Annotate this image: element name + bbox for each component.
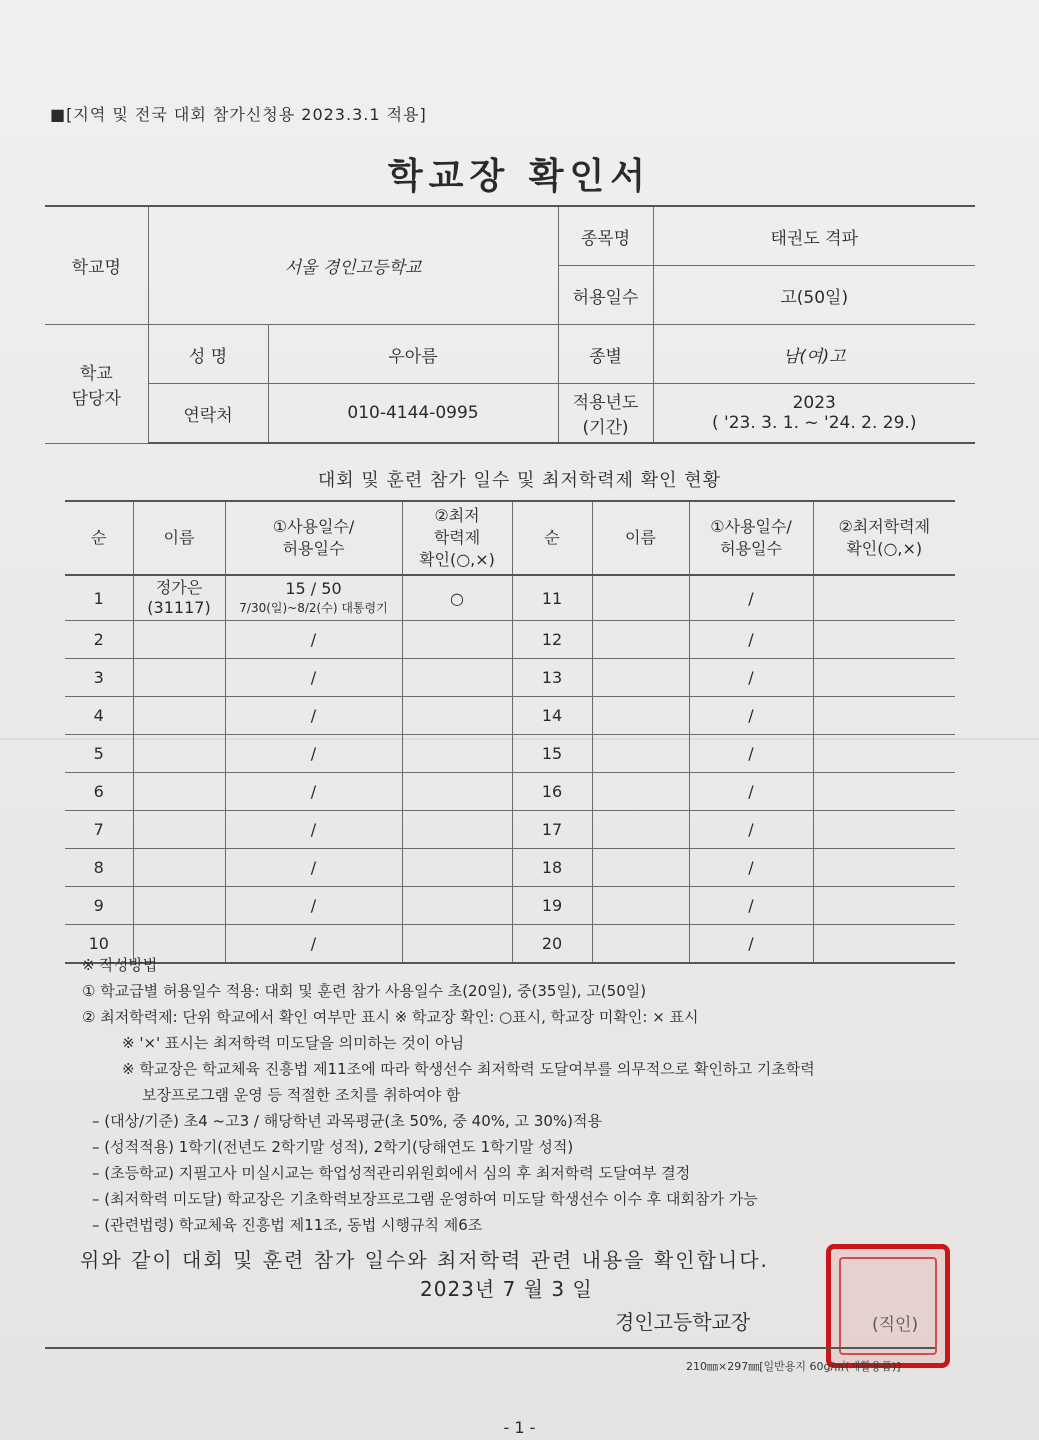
school-name-label: 학교명	[45, 206, 148, 325]
row-name-right	[592, 887, 689, 925]
row-number-right: 15	[512, 735, 592, 773]
paper-spec: 210㎜×297㎜[일반용지 60g/㎡(재활용품)]	[686, 1360, 901, 1373]
header-number: 순	[65, 501, 133, 575]
row-number-right: 14	[512, 697, 592, 735]
row-days-right: /	[689, 575, 813, 621]
period-value: 2023 ( '23. 3. 1. ~ '24. 2. 29.)	[653, 384, 975, 444]
table-row	[65, 735, 955, 773]
instruction-2: ② 최저학력제: 단위 학교에서 확인 여부만 표시 ※ 학교장 확인: ○표시, 학교장 미확인: × 표시	[82, 1008, 699, 1026]
row-number-right: 11	[512, 575, 592, 621]
instructions-heading: ※ 작성방법	[82, 956, 158, 974]
row-academic-check-right	[813, 735, 955, 773]
instruction-dash-2: – (성적적용) 1학기(전년도 2학기말 성적), 2학기(당해연도 1학기말 성적)	[92, 1138, 574, 1156]
school-name-value: 서울 경인고등학교	[148, 206, 558, 325]
instructions	[82, 952, 962, 1238]
row-name-right	[592, 773, 689, 811]
row-days: /	[225, 925, 402, 964]
row-academic-check-right	[813, 575, 955, 621]
row-days-right: /	[689, 621, 813, 659]
event-label: 종목명	[558, 206, 653, 266]
instruction-1: ① 학교급별 허용일수 적용: 대회 및 훈련 참가 사용일수 초(20일), 중(35일), 고(50일)	[82, 982, 647, 1000]
row-academic-check-right	[813, 811, 955, 849]
instruction-note-1: ※ '×' 표시는 최저학력 미도달을 의미하는 것이 아님	[122, 1034, 465, 1052]
row-name	[133, 659, 225, 697]
row-number-right: 12	[512, 621, 592, 659]
period-label: 적용년도 (기간)	[558, 384, 653, 444]
status-subtitle: 대회 및 훈련 참가 일수 및 최저학력제 확인 현황	[317, 470, 722, 491]
row-days: /	[225, 849, 402, 887]
row-academic-check: ○	[402, 575, 512, 621]
seal-mark: (직인)	[872, 1315, 919, 1335]
row-academic-check-right	[813, 849, 955, 887]
row-academic-check	[402, 887, 512, 925]
row-days-right: /	[689, 925, 813, 964]
row-name	[133, 811, 225, 849]
table-row	[65, 659, 955, 697]
row-days: /	[225, 621, 402, 659]
row-name	[133, 849, 225, 887]
gender-label: 종별	[558, 325, 653, 384]
confirmation-statement: 위와 같이 대회 및 훈련 참가 일수와 최저학력 관련 내용을 확인합니다.	[80, 1248, 769, 1272]
row-number: 1	[65, 575, 133, 621]
instruction-note-2a: ※ 학교장은 학교체육 진흥법 제11조에 따라 학생선수 최저학력 도달여부를 의무적으로 확인하고 기초학력	[122, 1060, 815, 1078]
row-days: /	[225, 773, 402, 811]
official-seal-icon	[826, 1244, 950, 1368]
row-number-right: 18	[512, 849, 592, 887]
row-academic-check	[402, 849, 512, 887]
row-academic-check	[402, 811, 512, 849]
row-academic-check-right	[813, 887, 955, 925]
row-days: /	[225, 659, 402, 697]
row-number: 5	[65, 735, 133, 773]
row-days-right: /	[689, 735, 813, 773]
instruction-note-2b: 보장프로그램 운영 등 적절한 조치를 취하여야 함	[142, 1086, 461, 1104]
row-number: 3	[65, 659, 133, 697]
header-academic-right: ②최저학력제 확인(○,×)	[813, 501, 955, 575]
name-value: 우아름	[268, 325, 558, 384]
days-used: 15 / 50	[285, 578, 342, 598]
table-row	[65, 887, 955, 925]
row-name-right	[592, 575, 689, 621]
row-name-right	[592, 697, 689, 735]
row-academic-check	[402, 773, 512, 811]
gender-value: 남(여)고	[653, 325, 975, 384]
row-name	[133, 773, 225, 811]
instruction-dash-4: – (최저학력 미도달) 학교장은 기초학력보장프로그램 운영하여 미도달 학생선수 이수 후 대회참가 가능	[92, 1190, 758, 1208]
principal-name: 경인고등학교장	[615, 1310, 751, 1334]
name-label: 성 명	[148, 325, 268, 384]
bottom-rule	[45, 1347, 935, 1349]
contact-person-label: 학교 담당자	[45, 325, 148, 444]
row-days: /	[225, 735, 402, 773]
school-info-table	[45, 205, 975, 444]
header-number-right: 순	[512, 501, 592, 575]
row-name	[133, 621, 225, 659]
row-name	[133, 735, 225, 773]
application-header: ■[지역 및 전국 대회 참가신청용 2023.3.1 적용]	[50, 105, 427, 124]
row-days-right: /	[689, 697, 813, 735]
row-number: 10	[65, 925, 133, 964]
row-number: 8	[65, 849, 133, 887]
table-row	[65, 849, 955, 887]
row-academic-check	[402, 735, 512, 773]
table-row	[65, 697, 955, 735]
days-detail: 7/30(일)~8/2(수) 대통령기	[239, 600, 388, 615]
row-days-right: /	[689, 811, 813, 849]
row-name-right	[592, 659, 689, 697]
contact-label: 연락처	[148, 384, 268, 444]
row-days-right: /	[689, 773, 813, 811]
row-days	[225, 575, 402, 621]
row-days: /	[225, 697, 402, 735]
header-academic: ②최저 학력제 확인(○,×)	[402, 501, 512, 575]
header-name-right: 이름	[592, 501, 689, 575]
page-number: - 1 -	[503, 1418, 536, 1437]
row-name	[133, 697, 225, 735]
row-days-right: /	[689, 887, 813, 925]
student-name: 정가은	[155, 578, 203, 597]
table-row	[65, 773, 955, 811]
header-days: ①사용일수/ 허용일수	[225, 501, 402, 575]
header-days-right: ①사용일수/ 허용일수	[689, 501, 813, 575]
row-number: 2	[65, 621, 133, 659]
row-number-right: 16	[512, 773, 592, 811]
row-number: 7	[65, 811, 133, 849]
row-number-right: 19	[512, 887, 592, 925]
row-number: 6	[65, 773, 133, 811]
row-academic-check-right	[813, 621, 955, 659]
row-academic-check	[402, 659, 512, 697]
row-name	[133, 575, 225, 621]
row-number-right: 20	[512, 925, 592, 964]
row-number: 9	[65, 887, 133, 925]
row-name-right	[592, 735, 689, 773]
event-value: 태권도 격파	[653, 206, 975, 266]
row-days: /	[225, 887, 402, 925]
allowed-days-value: 고(50일)	[653, 266, 975, 325]
row-days: /	[225, 811, 402, 849]
instruction-dash-5: – (관련법령) 학교체육 진흥법 제11조, 동법 시행규칙 제6조	[92, 1216, 483, 1234]
row-academic-check	[402, 697, 512, 735]
row-name-right	[592, 621, 689, 659]
allowed-days-label: 허용일수	[558, 266, 653, 325]
row-number-right: 13	[512, 659, 592, 697]
confirmation-date: 2023년 7 월 3 일	[420, 1277, 593, 1301]
row-name-right	[592, 811, 689, 849]
table-row	[65, 575, 955, 621]
document-title: 학교장 확인서	[387, 156, 652, 197]
row-academic-check-right	[813, 697, 955, 735]
row-academic-check-right	[813, 659, 955, 697]
row-name-right	[592, 849, 689, 887]
student-id: (31117)	[147, 598, 211, 617]
row-number-right: 17	[512, 811, 592, 849]
row-academic-check	[402, 621, 512, 659]
contact-value: 010-4144-0995	[268, 384, 558, 444]
row-days-right: /	[689, 659, 813, 697]
row-academic-check-right	[813, 773, 955, 811]
table-row	[65, 811, 955, 849]
header-name: 이름	[133, 501, 225, 575]
row-days-right: /	[689, 849, 813, 887]
row-number: 4	[65, 697, 133, 735]
row-name	[133, 887, 225, 925]
instruction-dash-1: – (대상/기준) 초4 ~고3 / 해당학년 과목평균(초 50%, 중 40%, 고 30%)적용	[92, 1112, 602, 1130]
instruction-dash-3: – (초등학교) 지필고사 미실시교는 학업성적관리위원회에서 심의 후 최저학력 도달여부 결정	[92, 1164, 691, 1182]
table-row	[65, 621, 955, 659]
participation-table	[65, 500, 955, 964]
